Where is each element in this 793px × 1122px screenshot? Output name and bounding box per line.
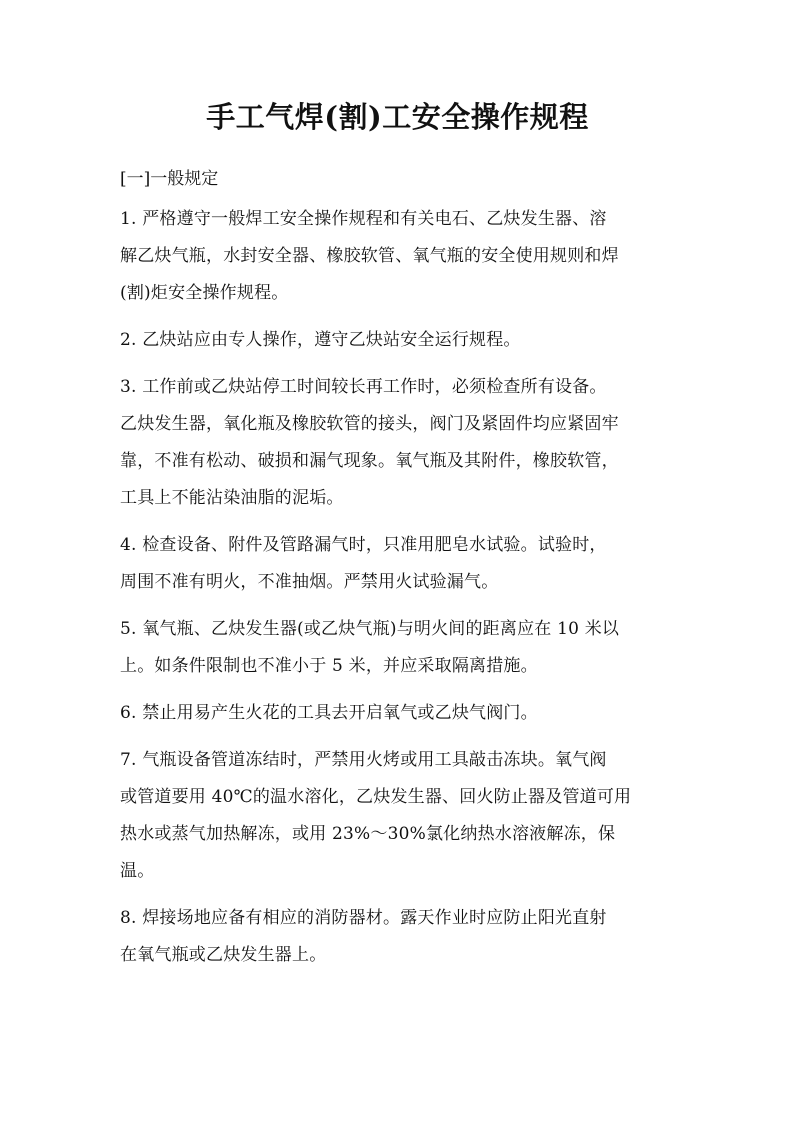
rule-item-3	[120, 369, 675, 517]
rule-item-7	[120, 742, 675, 890]
rule-line: 上。如条件限制也不准小于 5 米，并应采取隔离措施。	[120, 656, 538, 676]
rule-line: 在氧气瓶或乙炔发生器上。	[120, 945, 327, 965]
section-heading: [一]一般规定	[120, 169, 219, 189]
rule-line: 工具上不能沾染油脂的泥垢。	[120, 488, 344, 508]
rule-line: 乙炔发生器，氧化瓶及橡胶软管的接头，阀门及紧固件均应紧固牢	[120, 414, 619, 434]
rule-line: 热水或蒸气加热解冻，或用 23%～30%氯化纳热水溶液解冻，保	[120, 824, 616, 844]
rule-item-5	[120, 611, 675, 685]
rule-line: 3. 工作前或乙炔站停工时间较长再工作时，必须检查所有设备。	[120, 377, 607, 397]
rule-item-6	[120, 695, 675, 732]
rule-line: 6. 禁止用易产生火花的工具去开启氧气或乙炔气阀门。	[120, 703, 538, 723]
rule-line: 5. 氧气瓶、乙炔发生器(或乙炔气瓶)与明火间的距离应在 10 米以	[120, 619, 620, 639]
rule-line: (割)炬安全操作规程。	[120, 283, 289, 303]
rule-item-8	[120, 900, 675, 974]
rule-line: 温。	[120, 861, 155, 881]
rule-line: 或管道要用 40℃的温水溶化，乙炔发生器、回火防止器及管道可用	[120, 787, 632, 807]
document-title: 手工气焊(割)工安全操作规程	[206, 100, 589, 134]
rule-item-2	[120, 322, 675, 359]
rule-item-4	[120, 527, 675, 601]
rule-line: 1. 严格遵守一般焊工安全操作规程和有关电石、乙炔发生器、溶	[120, 209, 607, 229]
rule-line: 解乙炔气瓶，水封安全器、橡胶软管、氧气瓶的安全使用规则和焊	[120, 246, 619, 266]
rule-line: 周围不准有明火，不准抽烟。严禁用火试验漏气。	[120, 572, 499, 592]
rule-line: 靠，不准有松动、破损和漏气现象。氧气瓶及其附件，橡胶软管，	[120, 451, 619, 471]
rule-item-1	[120, 201, 675, 312]
rule-line: 8. 焊接场地应备有相应的消防器材。露天作业时应防止阳光直射	[120, 908, 607, 928]
rule-line: 2. 乙炔站应由专人操作，遵守乙炔站安全运行规程。	[120, 330, 521, 350]
rule-line: 7. 气瓶设备管道冻结时，严禁用火烤或用工具敲击冻块。氧气阀	[120, 750, 607, 770]
rule-line: 4. 检查设备、附件及管路漏气时，只准用肥皂水试验。试验时，	[120, 535, 607, 555]
